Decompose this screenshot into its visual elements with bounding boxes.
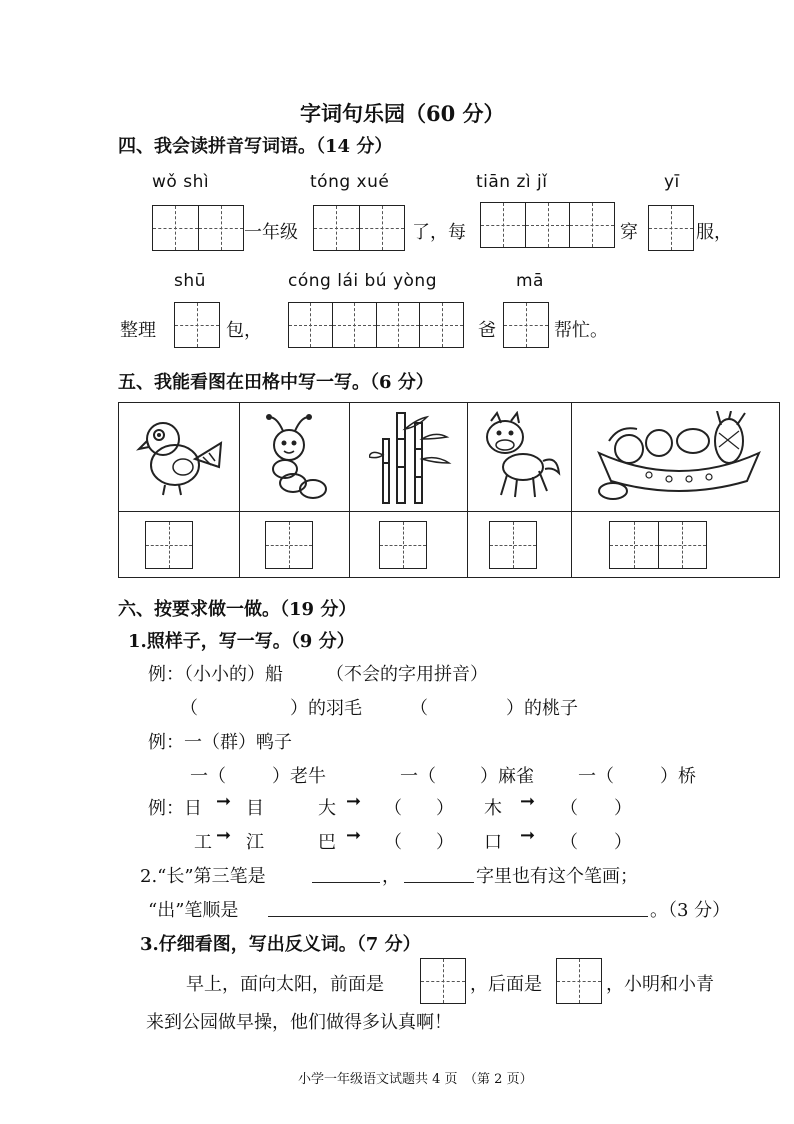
- text-fragment: 一年级: [244, 222, 298, 243]
- page-title: 字词句乐园（60 分）: [300, 101, 505, 126]
- fruit-basket-picture: [589, 411, 767, 503]
- question-3-text-4: 来到公园做早操，他们做得多认真啊！: [146, 1012, 452, 1033]
- measure-word-open: 一（: [400, 766, 436, 787]
- answer-grid-front[interactable]: [420, 958, 466, 1004]
- picture-grid: [118, 402, 780, 578]
- word-kou: 口: [484, 832, 502, 853]
- question-3-text-2: ，后面是: [470, 974, 542, 995]
- answer-grid-yi[interactable]: [648, 205, 694, 251]
- section-5-heading: 五、我能看图在田格中写一写。（6 分）: [118, 372, 434, 393]
- worm-picture: [259, 411, 339, 503]
- arrow-icon: ➞: [216, 791, 232, 812]
- answer-grid-shu[interactable]: [174, 302, 220, 348]
- text-fragment: 服，: [696, 222, 732, 243]
- question-1-heading: 1.照样子，写一写。（9 分）: [128, 631, 355, 652]
- paren-open: （: [410, 698, 428, 719]
- fill-mu[interactable]: ）: [614, 798, 632, 819]
- fill-feather[interactable]: ）的羽毛: [290, 698, 362, 719]
- paren-open: （: [180, 698, 198, 719]
- arrow-icon: ➞: [520, 825, 536, 846]
- comma: ，: [382, 866, 400, 887]
- answer-grid-bamboo[interactable]: [379, 521, 427, 569]
- question-2-score: 。（3 分）: [650, 900, 731, 921]
- pinyin-7: mā: [516, 271, 544, 291]
- section-6-heading: 六、按要求做一做。（19 分）: [118, 599, 357, 620]
- fill-bridge[interactable]: ）桥: [660, 766, 696, 787]
- answer-grid-woshi[interactable]: [152, 205, 244, 251]
- example-4-end: 江: [246, 832, 264, 853]
- bamboo-picture: [369, 409, 453, 505]
- fill-peach[interactable]: ）的桃子: [506, 698, 578, 719]
- question-3-text: 早上，面向太阳，前面是: [186, 974, 384, 995]
- example-3-start: 例：日: [148, 798, 202, 819]
- question-2-order: “出”笔顺是: [148, 900, 239, 921]
- example-2: 例：一（群）鸭子: [148, 732, 292, 753]
- page-footer: 小学一年级语文试题共 4 页 （第 2 页）: [298, 1072, 533, 1087]
- example-4-start: 工: [194, 832, 212, 853]
- example-1: 例：（小小的）船: [148, 664, 283, 685]
- example-1-note: （不会的字用拼音）: [326, 664, 488, 685]
- blank-third-stroke[interactable]: [312, 882, 380, 883]
- question-2-text: 2.“长”第三笔是: [140, 866, 266, 887]
- fill-da[interactable]: ）: [436, 798, 454, 819]
- answer-grid-fruit[interactable]: [609, 521, 707, 569]
- word-da: 大: [318, 798, 336, 819]
- section-4-heading: 四、我会读拼音写词语。（14 分）: [118, 136, 393, 157]
- pinyin-6: cóng lái bú yòng: [288, 271, 437, 291]
- measure-word-open: 一（: [578, 766, 614, 787]
- text-fragment: 包，: [226, 320, 262, 341]
- answer-grid-bird[interactable]: [145, 521, 193, 569]
- question-3-text-3: ，小明和小青: [606, 974, 714, 995]
- question-3-heading: 3.仔细看图，写出反义词。（7 分）: [140, 934, 421, 955]
- answer-grid-conglaibuyong[interactable]: [288, 302, 464, 348]
- pinyin-2: tóng xué: [310, 172, 390, 192]
- text-fragment: 爸: [478, 320, 496, 341]
- arrow-icon: ➞: [346, 825, 362, 846]
- answer-grid-horse[interactable]: [489, 521, 537, 569]
- question-2-text-2: 字里也有这个笔画；: [476, 866, 638, 887]
- fill-kou[interactable]: ）: [614, 832, 632, 853]
- horse-picture: [477, 411, 563, 503]
- fill-ox[interactable]: ）老牛: [272, 766, 326, 787]
- paren-open: （: [384, 832, 402, 853]
- paren-open: （: [560, 832, 578, 853]
- example-3-end: 目: [246, 798, 264, 819]
- answer-grid-back[interactable]: [556, 958, 602, 1004]
- measure-word-open: 一（: [190, 766, 226, 787]
- blank-stroke-order[interactable]: [268, 916, 648, 917]
- word-mu: 木: [484, 798, 502, 819]
- arrow-icon: ➞: [216, 825, 232, 846]
- pinyin-1: wǒ shì: [152, 172, 210, 192]
- answer-grid-ma[interactable]: [503, 302, 549, 348]
- fill-sparrow[interactable]: ）麻雀: [480, 766, 534, 787]
- arrow-icon: ➞: [520, 791, 536, 812]
- pinyin-5: shū: [174, 271, 206, 291]
- arrow-icon: ➞: [346, 791, 362, 812]
- answer-grid-tongxue[interactable]: [313, 205, 405, 251]
- fill-ba[interactable]: ）: [436, 832, 454, 853]
- pinyin-4: yī: [664, 172, 680, 192]
- text-fragment: 帮忙。: [554, 320, 608, 341]
- bird-picture: [135, 413, 227, 501]
- answer-grid-tianziji[interactable]: [480, 202, 615, 248]
- text-fragment: 穿: [620, 222, 638, 243]
- paren-open: （: [560, 798, 578, 819]
- paren-open: （: [384, 798, 402, 819]
- word-ba: 巴: [318, 832, 336, 853]
- answer-grid-worm[interactable]: [265, 521, 313, 569]
- text-fragment: 整理: [120, 320, 156, 341]
- blank-character[interactable]: [404, 882, 474, 883]
- text-fragment: 了，每: [412, 222, 466, 243]
- pinyin-3: tiān zì jǐ: [476, 172, 548, 192]
